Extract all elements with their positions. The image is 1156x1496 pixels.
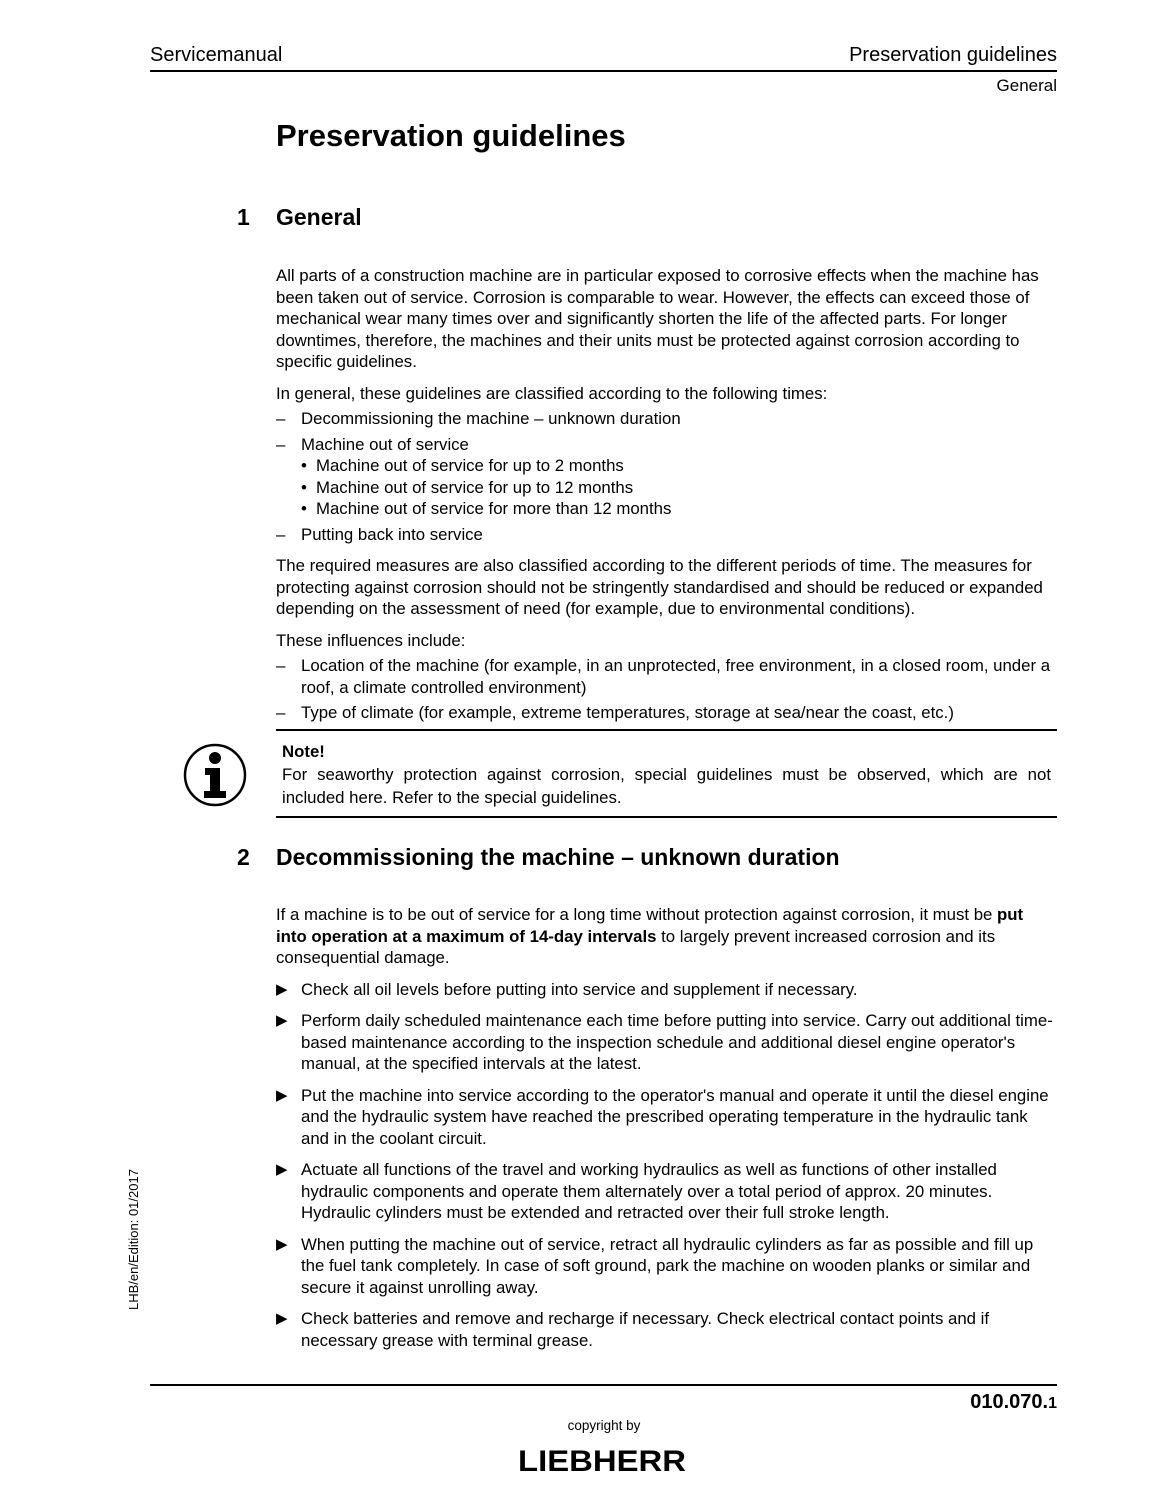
- step-item: [276, 1159, 1056, 1224]
- sub-list: [301, 455, 1056, 520]
- section-1-heading: [237, 204, 362, 231]
- list-item: [276, 434, 1056, 520]
- step-text: Put the machine into service according to the operator's manual and operate it until the diesel engine and the hydraulic system have reached the prescribed operating temperature in the hydraulic tank and in the coolant circuit.: [301, 1085, 1049, 1148]
- page-number-main: 010.070.: [970, 1391, 1049, 1413]
- info-icon: [183, 743, 247, 807]
- paragraph: All parts of a construction machine are in particular exposed to corrosive effects when the machine has been taken out of service. Corrosion is comparable to wear. However, the effects can exceed those of mechanical wear many times over and significantly shorten the life of the affected parts. For longer downtimes, therefore, the machines and their units must be protected against corrosion according to specific guidelines.: [276, 266, 1039, 371]
- times-list: [276, 408, 1056, 545]
- page-number: [970, 1391, 1057, 1414]
- step-item: [276, 1085, 1056, 1150]
- header-divider: [150, 70, 1057, 72]
- step-text: Actuate all functions of the travel and working hydraulics as well as functions of other installed hydraulic components and operate them alternately over a total period of approx. 20 minutes. Hydraulic cylinders must be extended and retracted over their full stroke length.: [301, 1160, 997, 1222]
- section-number: 2: [237, 844, 250, 870]
- triangle-bullet-icon: ▶: [276, 1086, 288, 1104]
- list-item-text: Decommissioning the machine – unknown duration: [301, 409, 681, 428]
- sub-list-item: [301, 498, 1056, 520]
- header-section-title: General: [996, 76, 1057, 95]
- copyright-text: copyright by: [567, 1418, 641, 1433]
- step-item: [276, 1010, 1056, 1075]
- triangle-bullet-icon: ▶: [276, 1310, 288, 1327]
- page-number-sub: 1: [1048, 1395, 1057, 1412]
- list-item-text: Machine out of service for up to 2 months: [316, 456, 624, 475]
- list-item-text: Machine out of service for up to 12 months: [316, 477, 634, 497]
- section-2-body: [276, 904, 1056, 1361]
- note-bottom-rule: [276, 816, 1057, 818]
- bullet-marker: •: [301, 499, 307, 518]
- text-run: to largely prevent increased corrosion and its consequential damage.: [276, 926, 996, 967]
- section-1-body: [276, 265, 1056, 734]
- triangle-bullet-icon: ▶: [276, 1161, 288, 1178]
- emphasis-text: put into operation at a maximum of 14-day intervals: [276, 905, 1024, 946]
- influences-list: [276, 655, 1056, 724]
- paragraph: [276, 904, 1056, 969]
- list-item-text: Type of climate (for example, extreme temperatures, storage at sea/near the coast, etc.): [301, 703, 954, 722]
- sub-list-item: [301, 455, 1056, 477]
- note-content: [282, 740, 1051, 809]
- list-item-text: Location of the machine (for example, in an unprotected, free environment, in a closed room, under a roof, a climate controlled environment): [301, 656, 1051, 697]
- paragraph: The required measures are also classified according to the different periods of time. The measures for protecting against corrosion should not be stringently standardised and should be reduced or expanded depending on the assessment of need (for example, due to environmental conditions).: [276, 556, 1043, 618]
- dash-marker: –: [276, 434, 286, 454]
- step-text: Perform daily scheduled maintenance each time before putting into service. Carry out additional time-based maintenance according to the inspection schedule and additional diesel engine operator's manual, at the specified intervals at the latest.: [301, 1011, 1053, 1073]
- section-title: General: [276, 204, 362, 230]
- sub-list-item: [301, 477, 1056, 499]
- dash-marker: –: [276, 409, 286, 428]
- note-text: For seaworthy protection against corrosion, special guidelines must be observed, which are not included here. Refer to the special guidelines.: [282, 765, 1051, 807]
- footer-divider: [150, 1384, 1057, 1386]
- list-item: [276, 702, 1056, 724]
- step-text: When putting the machine out of service, retract all hydraulic cylinders as far as possible and fill up the fuel tank completely. In case of soft ground, park the machine on wooden planks or similar and secure it against unrolling away.: [301, 1234, 1034, 1297]
- note-heading: Note!: [282, 742, 325, 761]
- bullet-marker: •: [301, 456, 307, 475]
- header-chapter-title: Preservation guidelines: [849, 44, 1057, 66]
- triangle-bullet-icon: ▶: [276, 1235, 288, 1253]
- note-box: [150, 729, 1057, 819]
- page-title: Preservation guidelines: [276, 118, 626, 153]
- list-item: [276, 655, 1056, 698]
- paragraph: In general, these guidelines are classified according to the following times:: [276, 383, 828, 403]
- step-text: Check batteries and remove and recharge if necessary. Check electrical contact points and if necessary grease with terminal grease.: [301, 1309, 990, 1350]
- dash-marker: –: [276, 703, 286, 722]
- bullet-marker: •: [301, 477, 307, 497]
- dash-marker: –: [276, 656, 286, 675]
- step-item: [276, 1234, 1056, 1299]
- step-item: [276, 979, 1056, 1001]
- section-number: 1: [237, 204, 250, 230]
- liebherr-logo: [516, 1444, 688, 1476]
- triangle-bullet-icon: ▶: [276, 1012, 288, 1029]
- dash-marker: –: [276, 524, 286, 544]
- svg-text:LIEBHERR: LIEBHERR: [518, 1445, 687, 1476]
- section-title: Decommissioning the machine – unknown duration: [276, 844, 840, 870]
- list-item-text: Putting back into service: [301, 524, 483, 544]
- step-text: Check all oil levels before putting into service and supplement if necessary.: [301, 979, 858, 999]
- triangle-bullet-icon: ▶: [276, 980, 288, 998]
- note-top-rule: [276, 729, 1057, 731]
- header-manual-title: Servicemanual: [150, 44, 283, 66]
- list-item-text: Machine out of service for more than 12 months: [316, 499, 672, 518]
- list-item: [276, 408, 1056, 430]
- edition-label: LHB/en/Edition: 01/2017: [126, 1169, 141, 1310]
- list-item-text: Machine out of service: [301, 434, 469, 454]
- list-item: [276, 524, 1056, 546]
- text-run: If a machine is to be out of service for a long time without protection against corrosion, it must be: [276, 905, 998, 924]
- paragraph: These influences include:: [276, 630, 466, 650]
- step-item: [276, 1308, 1056, 1351]
- steps-list: [276, 979, 1056, 1352]
- section-2-heading: [237, 844, 840, 871]
